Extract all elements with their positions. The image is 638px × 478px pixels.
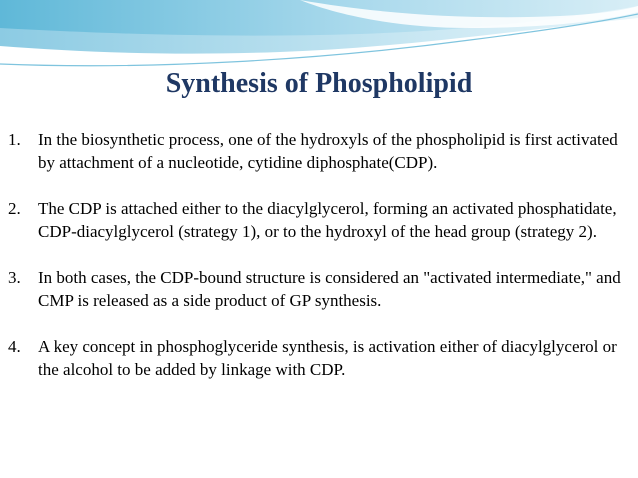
list-item-text: In both cases, the CDP-bound structure is considered an "activated intermediate," and CMP is released as a side product of GP synthesis. [38, 268, 621, 310]
list-item-text: The CDP is attached either to the diacylglycerol, forming an activated phosphatidate, CDP-diacylglycerol (strategy 1), or to the hydroxyl of the head group (strategy 2). [38, 199, 617, 241]
list-item-text: A key concept in phosphoglyceride synthesis, is activation either of diacylglycerol or the alcohol to be added by linkage with CDP. [38, 337, 617, 379]
list-item [8, 128, 634, 174]
slide-title: Synthesis of Phospholipid [165, 68, 473, 99]
list-item-number: 1. [8, 130, 21, 149]
list-item [8, 197, 634, 243]
list-item [8, 266, 634, 312]
point-list [8, 128, 634, 381]
list-item-number: 2. [8, 199, 21, 218]
list-item-text: In the biosynthetic process, one of the hydroxyls of the phospholipid is first activated by attachment of a nucleotide, cytidine diphosphate(CDP). [38, 130, 618, 172]
list-item-number: 3. [8, 268, 21, 287]
list-item-number: 4. [8, 337, 21, 356]
list-item [8, 335, 634, 381]
